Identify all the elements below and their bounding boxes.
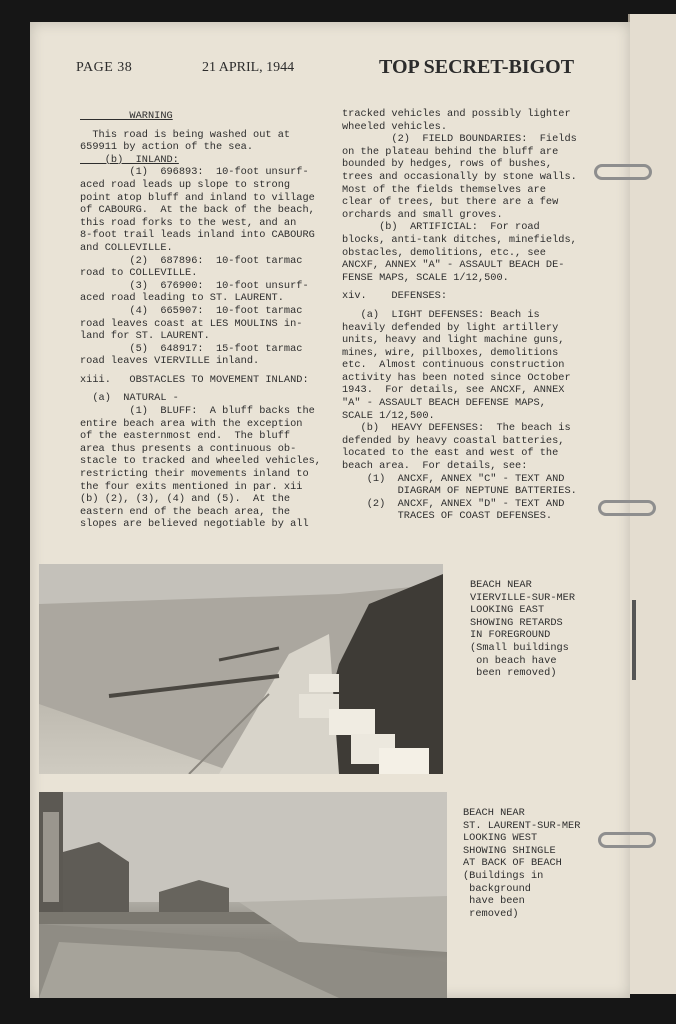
page-date: 21 APRIL, 1944 [202, 60, 295, 75]
text-line: on the plateau behind the bluff are [342, 145, 559, 158]
text-line: xiii. OBSTACLES TO MOVEMENT INLAND: [80, 373, 309, 386]
text-line: DIAGRAM OF NEPTUNE BATTERIES. [342, 485, 577, 498]
text-line: 8-foot trail leads inland into CABOURG [80, 229, 315, 242]
text-line: 1943. For details, see ANCXF, ANNEX [342, 384, 565, 397]
text-line: (5) 648917: 15-foot tarmac [80, 342, 303, 355]
text-line: (2) ANCXF, ANNEX "D" - TEXT AND [342, 497, 565, 510]
text-line: of CABOURG. At the back of the beach, [80, 204, 315, 217]
text-line: etc. Almost continuous construction [342, 359, 565, 372]
text-line: TRACES OF COAST DEFENSES. [342, 510, 553, 523]
text-line: "A" - ASSAULT BEACH DEFENSE MAPS, [342, 397, 546, 410]
text-line: mines, wire, pillboxes, demolitions [342, 346, 559, 359]
text-line: heavily defended by light artillery [342, 321, 559, 334]
text-line: the four exits mentioned in par. xii [80, 480, 303, 493]
text-line: road leaves coast at LES MOULINS in- [80, 317, 303, 330]
text-line: area thus presents a continuous ob- [80, 442, 297, 455]
text-line: stacle to tracked and wheeled vehicles, [80, 455, 321, 468]
photo-vierville-beach [39, 564, 443, 774]
text-line: wheeled vehicles. [342, 120, 448, 133]
text-line: (a) NATURAL - [80, 392, 179, 405]
text-line: (4) 665907: 10-foot tarmac [80, 304, 303, 317]
binder-ring [598, 832, 656, 848]
classification-marking: TOP SECRET-BIGOT [379, 56, 575, 78]
text-line: (1) ANCXF, ANNEX "C" - TEXT AND [342, 472, 565, 485]
text-line: bounded by hedges, rows of bushes, [342, 158, 553, 171]
text-line: Most of the fields themselves are [342, 183, 546, 196]
document-page [30, 22, 630, 998]
text-line: slopes are believed negotiable by all [80, 518, 309, 531]
text-line: trees and occasionally by stone walls. [342, 170, 577, 183]
text-line: and COLLEVILLE. [80, 241, 173, 254]
text-line: (b) HEAVY DEFENSES: The beach is [342, 422, 571, 435]
text-line: ANCXF, ANNEX "A" - ASSAULT BEACH DE- [342, 259, 565, 272]
text-line: obstacles, demolitions, etc., see [342, 246, 546, 259]
text-line: land for ST. LAURENT. [80, 330, 210, 343]
text-line: aced road leads up slope to strong [80, 178, 291, 191]
text-line: 659911 by action of the sea. [80, 141, 254, 154]
text-line: point atop bluff and inland to village [80, 191, 315, 204]
text-line: clear of trees, but there are a few [342, 196, 559, 209]
text-line: aced road leading to ST. LAURENT. [80, 292, 284, 305]
text-line: (2) 687896: 10-foot tarmac [80, 254, 303, 267]
text-line: defended by heavy coastal batteries, [342, 434, 565, 447]
text-line: of the easternmost end. The bluff [80, 430, 291, 443]
text-line: (a) LIGHT DEFENSES: Beach is [342, 308, 540, 321]
text-line: this road forks to the west, and an [80, 216, 297, 229]
text-line: WARNING [80, 110, 173, 122]
text-line: xiv. DEFENSES: [342, 290, 448, 303]
text-line: tracked vehicles and possibly lighter [342, 108, 571, 120]
text-line: (3) 676900: 10-foot unsurf- [80, 279, 309, 292]
page-number: PAGE 38 [76, 60, 133, 75]
page-tab-mark [632, 600, 636, 680]
text-line: (b) (2), (3), (4) and (5). At the [80, 493, 291, 506]
photo-caption-vierville: BEACH NEAR VIERVILLE-SUR-MER LOOKING EAST SHOWING RETARDS IN FOREGROUND (Small buildings on beach have been removed) [470, 579, 576, 680]
text-line: beach area. For details, see: [342, 460, 528, 473]
photo-st-laurent-beach [39, 792, 447, 998]
binder-ring [598, 500, 656, 516]
text-line: (1) BLUFF: A bluff backs the [80, 405, 315, 418]
text-line: orchards and small groves. [342, 208, 503, 221]
photo-caption-st-laurent: BEACH NEAR ST. LAURENT-SUR-MER LOOKING WEST SHOWING SHINGLE AT BACK OF BEACH (Buildings in background have been removed) [463, 807, 581, 920]
text-line: FENSE MAPS, SCALE 1/12,500. [342, 271, 509, 284]
left-text-column [80, 110, 352, 531]
text-line: (1) 696893: 10-foot unsurf- [80, 166, 309, 179]
text-line: road to COLLEVILLE. [80, 267, 198, 280]
text-line: (b) ARTIFICIAL: For road [342, 221, 540, 234]
text-line: (b) INLAND: [80, 153, 179, 166]
binder-ring [594, 164, 652, 180]
text-line: blocks, anti-tank ditches, minefields, [342, 233, 577, 246]
text-line: restricting their movements inland to [80, 468, 309, 481]
text-line: SCALE 1/12,500. [342, 409, 435, 422]
text-line: entire beach area with the exception [80, 417, 303, 430]
text-line: located to the east and west of the [342, 447, 559, 460]
text-line: activity has been noted since October [342, 371, 571, 384]
text-line: road leaves VIERVILLE inland. [80, 355, 260, 368]
text-line: eastern end of the beach area, the [80, 505, 291, 518]
text-line: This road is being washed out at [80, 128, 291, 141]
text-line: (2) FIELD BOUNDARIES: Fields [342, 133, 577, 146]
text-line: units, heavy and light machine guns, [342, 334, 565, 347]
